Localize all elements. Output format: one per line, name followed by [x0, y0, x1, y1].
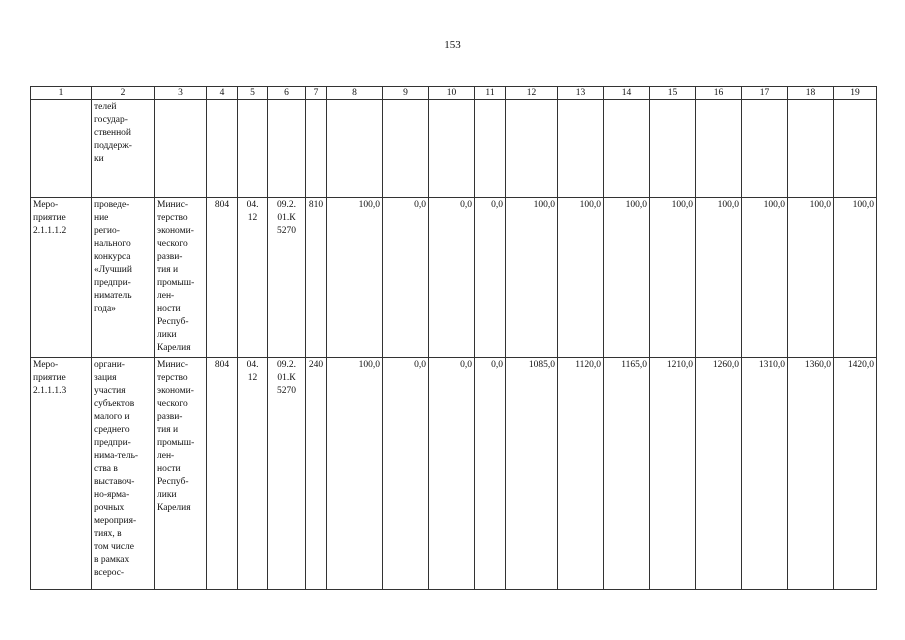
table-cell: 0,0 — [383, 358, 429, 590]
header-cell: 8 — [327, 87, 383, 100]
table-cell: 100,0 — [327, 358, 383, 590]
table-cell: 100,0 — [834, 198, 877, 358]
table-cell: 1310,0 — [742, 358, 788, 590]
table-cell: 04. 12 — [238, 358, 268, 590]
table-cell — [475, 100, 506, 198]
table-cell: 0,0 — [429, 358, 475, 590]
table-cell: 100,0 — [742, 198, 788, 358]
table-cell — [327, 100, 383, 198]
header-cell: 10 — [429, 87, 475, 100]
table-cell: 1210,0 — [650, 358, 696, 590]
description-cell: телей государ- ственной поддерж- ки — [92, 100, 155, 198]
table-cell — [238, 100, 268, 198]
table-cell: 0,0 — [383, 198, 429, 358]
table-cell: 100,0 — [604, 198, 650, 358]
table-cell — [207, 100, 238, 198]
table-cell — [383, 100, 429, 198]
table-cell — [306, 100, 327, 198]
table-cell — [742, 100, 788, 198]
table-cell: 1165,0 — [604, 358, 650, 590]
table-cell: 09.2. 01.К 5270 — [268, 358, 306, 590]
table-cell — [268, 100, 306, 198]
table-cell — [604, 100, 650, 198]
table-cell: 1085,0 — [506, 358, 558, 590]
activity-cell: Меро- приятие 2.1.1.1.3 — [31, 358, 92, 590]
header-cell: 3 — [155, 87, 207, 100]
header-cell: 13 — [558, 87, 604, 100]
header-cell: 15 — [650, 87, 696, 100]
header-cell: 11 — [475, 87, 506, 100]
table-cell: 100,0 — [650, 198, 696, 358]
table-cell: 0,0 — [475, 358, 506, 590]
header-cell: 12 — [506, 87, 558, 100]
description-cell: органи- зация участия субъектов малого и среднего предпри- нима-тель- ства в выставоч- но-ярма- рочных мероприя- тиях, в том числе в рамках всерос- — [92, 358, 155, 590]
table-cell: 1360,0 — [788, 358, 834, 590]
table-cell: 100,0 — [558, 198, 604, 358]
table-cell: 1420,0 — [834, 358, 877, 590]
table-cell — [650, 100, 696, 198]
description-cell: проведе- ние регио- нального конкурса «Лучший предпри- ниматель года» — [92, 198, 155, 358]
executor-cell: Минис- терство экономи- ческого разви- тия и промыш- лен- ности Респуб- лики Карелия — [155, 358, 207, 590]
activity-cell — [31, 100, 92, 198]
table-cell: 100,0 — [506, 198, 558, 358]
table-cell: 1260,0 — [696, 358, 742, 590]
table-cell: 0,0 — [429, 198, 475, 358]
header-cell: 4 — [207, 87, 238, 100]
page-number: 153 — [444, 39, 461, 51]
table-cell: 804 — [207, 198, 238, 358]
table-cell: 04. 12 — [238, 198, 268, 358]
table-row — [31, 198, 877, 358]
header-cell: 18 — [788, 87, 834, 100]
table-cell — [696, 100, 742, 198]
table-cell — [506, 100, 558, 198]
executor-cell: Минис- терство экономи- ческого разви- тия и промыш- лен- ности Респуб- лики Карелия — [155, 198, 207, 358]
budget-table — [30, 86, 877, 590]
header-cell: 5 — [238, 87, 268, 100]
table-cell: 100,0 — [696, 198, 742, 358]
table-cell: 09.2. 01.К 5270 — [268, 198, 306, 358]
table-cell — [788, 100, 834, 198]
table-cell: 100,0 — [788, 198, 834, 358]
header-cell: 1 — [31, 87, 92, 100]
table-row — [31, 100, 877, 198]
header-cell: 2 — [92, 87, 155, 100]
header-cell: 17 — [742, 87, 788, 100]
header-cell: 16 — [696, 87, 742, 100]
executor-cell — [155, 100, 207, 198]
header-cell: 14 — [604, 87, 650, 100]
table-cell — [834, 100, 877, 198]
table-cell: 810 — [306, 198, 327, 358]
table-cell: 1120,0 — [558, 358, 604, 590]
header-row — [31, 87, 877, 100]
header-cell: 9 — [383, 87, 429, 100]
table-row — [31, 358, 877, 590]
header-cell: 6 — [268, 87, 306, 100]
table-cell: 804 — [207, 358, 238, 590]
header-cell: 7 — [306, 87, 327, 100]
table-cell — [558, 100, 604, 198]
table-cell: 0,0 — [475, 198, 506, 358]
table-cell: 240 — [306, 358, 327, 590]
header-cell: 19 — [834, 87, 877, 100]
activity-cell: Меро- приятие 2.1.1.1.2 — [31, 198, 92, 358]
table-cell: 100,0 — [327, 198, 383, 358]
table-cell — [429, 100, 475, 198]
